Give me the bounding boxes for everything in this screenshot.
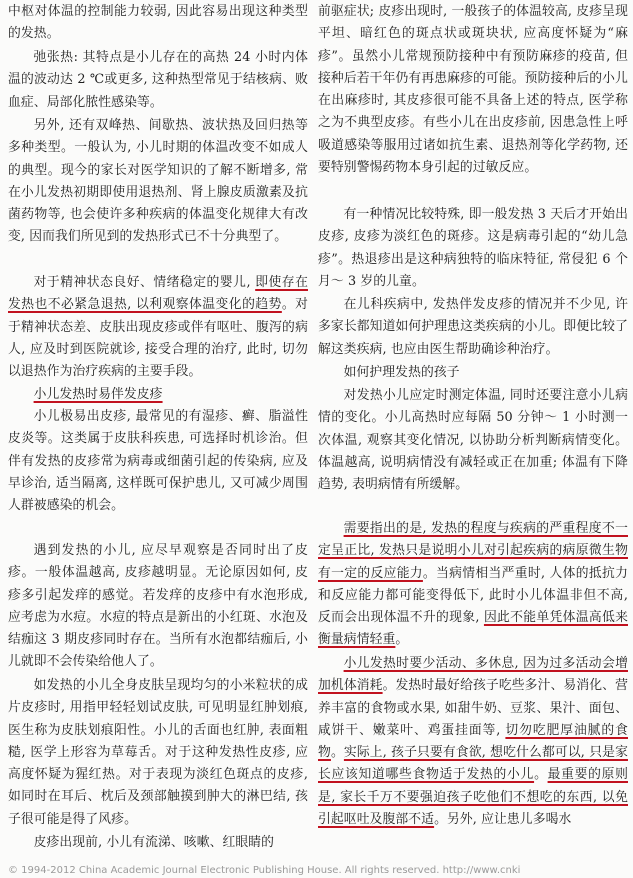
text-run: 。	[534, 767, 548, 783]
highlighted-text: 因此不能单凭体温高低来衡量病情轻重	[318, 610, 628, 648]
highlighted-text: 小儿发热时要少活动、多休息,	[343, 656, 524, 671]
paragraph: 另外, 还有双峰热、间歇热、波状热及回归热等多种类型。一般认为, 小儿时期的体温改变不如成人的典型。现今的家长对医学知识的了解不断增多, 常在小儿发热初期即使用退热剂、肾上腺皮质激素及抗菌药物等, 也会使许多种疾病的体温变化规律大有改变, 因而我们所见到的发热形式已不十分典型了。	[8, 118, 308, 245]
highlighted-text: 切勿吃肥厚油腻的食物	[318, 722, 628, 761]
text-run: 。另外, 应让患儿多喝水	[434, 812, 572, 828]
paragraph: 弛张热: 其特点是小儿存在的高热 24 小时内体温的波动达 2 ℃或更多, 这种热型常见于结核病、败血症、局部化脓性感染等。	[8, 50, 308, 110]
highlighted-text: 小儿发热时易伴发皮疹	[33, 387, 163, 402]
paragraph: 有一种情况比较特殊, 即一般发热 3 天后才开始出皮疹, 皮疹为淡红色的斑疹。这是病毒引起的“幼儿急疹”。热退疹出是这种病独特的临床特征, 常侵犯 6 个月～ 3 岁的儿童。	[318, 207, 628, 289]
paragraph: 中枢对体温的控制能力较弱, 因此容易出现这种类型的发热。	[8, 4, 308, 42]
text-run: 。	[330, 745, 344, 761]
paragraph: 对发热小儿应定时测定体温, 同时还要注意小儿病情的变化。小儿高热时应每隔 50 分钟～ 1 小时测一次体温, 观察其变化情况, 以协助分析判断病情变化。体温越高, 说明病情没有减轻或正在加重; 体温有下降趋势, 表明病情有所缓解。	[318, 388, 628, 493]
paragraph: 如发热的小儿全身皮肤呈现均匀的小米粒状的成片皮疹时, 用指甲轻轻划试皮肤, 可见明显红肿划痕, 医生称为皮肤划痕阳性。小儿的舌面也红肿, 表面粗糙, 医学上形容为草莓舌。对于这种发热性皮疹, 应高度怀疑为猩红热。对于表现为淡红色斑点的皮疹, 如同时在耳后、枕后及颈部触摸到肿大的淋巴结, 孩子很可能是得了风疹。	[8, 678, 308, 827]
highlighted-text: 实际上, 孩子只要有食欲, 想吃什么都可以,	[343, 745, 590, 761]
paragraph: 小儿极易出皮疹, 最常见的有湿疹、癣、脂溢性皮炎等。这类属于皮肤科疾患, 可选择时机诊治。但伴有发热的皮疹常为病毒或细菌引起的传染病, 应及早诊治, 适当隔离, 这样既可保护患儿, 又可减少周围人群被感染的机会。	[8, 409, 308, 514]
section-heading: 如何护理发热的孩子	[343, 365, 460, 380]
highlighted-text: 最重要的原则是, 家长千万不要强迫孩子吃他们不想吃的东西, 以免引起呕吐及腹部不适	[318, 767, 628, 828]
paragraph	[8, 272, 308, 383]
text-run: 。当病情相当严重时, 人体的抵抗力和反应能力都可能变得低下, 此时小儿体温非但不高, 反而会出现体温不升的现象,	[318, 565, 628, 626]
text-run: 。发热时最好给孩子吃些多汁、易消化、营养丰富的食物或水果, 如甜牛奶、豆浆、果汁、面包、咸饼干、嫩菜叶、鸡蛋挂面等,	[318, 678, 629, 738]
section-heading	[8, 384, 308, 406]
paragraph: 前驱症状; 皮疹出现时, 一般孩子的体温较高, 皮疹呈现平坦、暗红色的斑点状或斑块状, 应高度怀疑为“麻疹”。虽然小儿常规预防接种中有预防麻疹的疫苗, 但接种后若干年仍有再患麻疹的可能。预防接种后的小儿在出麻疹时, 其皮疹很可能不具备上述的特点, 医学称之为不典型皮疹。有些小儿在出皮疹前, 因患急性上呼吸道感染等服用过诸如抗生素、退热剂等化学药物, 还要特别警惕药物本身引起的过敏反应。	[318, 4, 628, 176]
paragraph	[318, 518, 628, 652]
highlighted-text: 因为过多活动会增加机体消耗	[318, 656, 628, 694]
paragraph: 在儿科疾病中, 发热伴发皮疹的情况并不少见, 许多家长都知道如何护理患这类疾病的小儿。即便比较了解这类疾病, 也应由医生帮助确诊种治疗。	[318, 297, 628, 357]
highlighted-text: 只是家长应该知道哪些食物适于发热的小儿	[318, 745, 628, 783]
highlighted-text: 需要指出的是, 发热的程度与疾病的严重程度不一定呈正比, 发热只是说明小儿对引起疾病的病原微生物有一定的反应能力	[318, 521, 628, 581]
copyright-footer: © 1994-2012 China Academic Journal Electronic Publishing House. All rights reserved. http://www.cnki	[8, 865, 521, 876]
text-run: 。	[395, 632, 409, 648]
text-run: 对于精神状态良好、情绪稳定的婴儿,	[33, 275, 256, 290]
paragraph: 皮疹出现前, 小儿有流涕、咳嗽、红眼睛的	[33, 835, 275, 850]
paragraph: 遇到发热的小儿, 应尽早观察是否同时出了皮疹。一般体温越高, 皮疹越明显。无论原因如何, 皮疹多引起发痒的感觉。若发痒的皮疹中有水泡形成, 应考虑为水痘。水痘的特点是新出的小红斑、水泡及结痂这 3 期皮疹同时存在。当所有水泡都结痂后, 小儿就即不会传染给他人了。	[8, 543, 308, 670]
highlighted-text: 即使存在发热也不必紧急退热, 以利观察体温变化的趋势	[8, 275, 308, 313]
text-run: 。对于精神状态差、皮肤出现皮疹或伴有呕吐、腹泻的病人, 应及时到医院就诊, 接受合理的治疗, 此时, 切勿以退热作为治疗疾病的主要手段。	[8, 297, 308, 380]
paragraph	[318, 653, 628, 831]
